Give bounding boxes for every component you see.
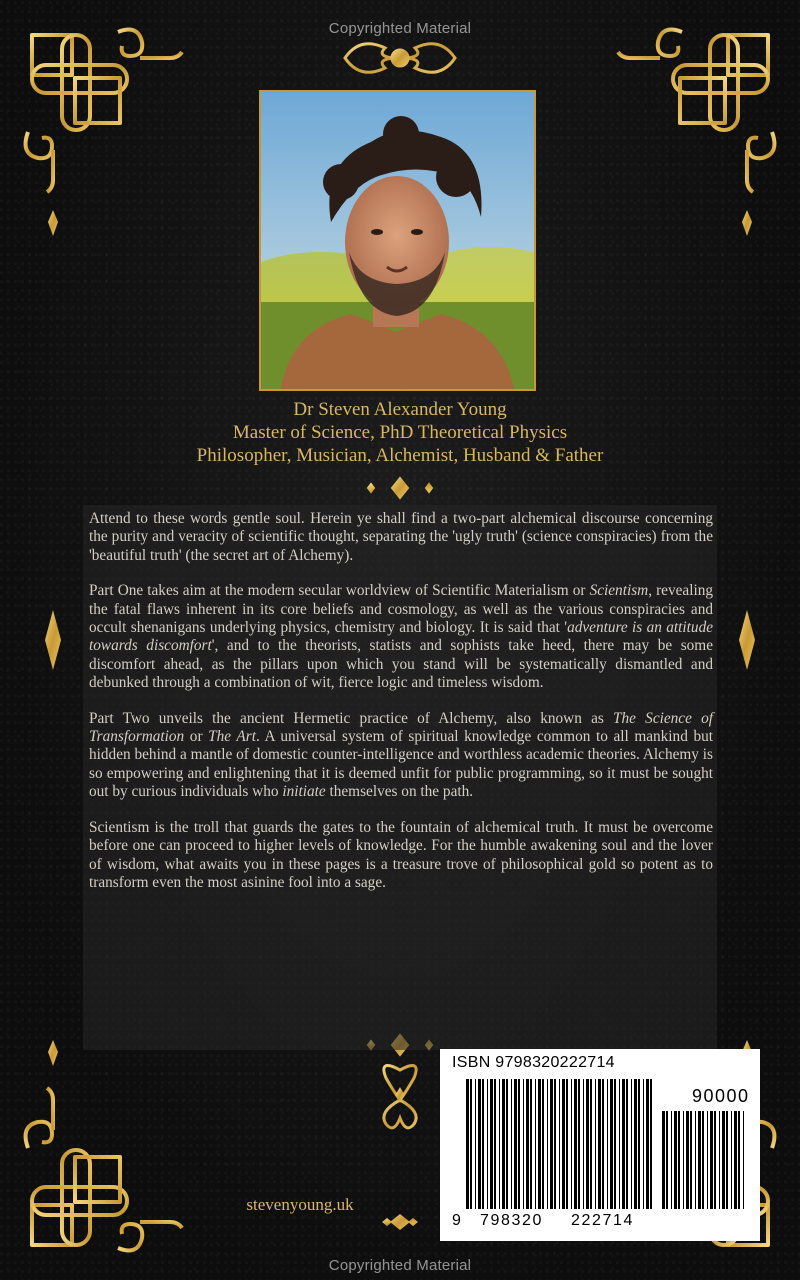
barcode-bar — [650, 1079, 652, 1209]
barcode-bar — [714, 1111, 716, 1209]
barcode-bar — [666, 1111, 668, 1209]
barcode-bar — [547, 1079, 548, 1209]
blurb-paragraph-1: Attend to these words gentle soul. Herein ye shall find a two-part alchemical discourse concerning the purity and veracity of scientific thought, separating the 'ugly truth' (science conspiracies) from the 'beautiful truth' (the secret art of Alchemy). — [89, 510, 713, 564]
barcode-bar — [607, 1079, 608, 1209]
corner-knot-top-left — [26, 30, 182, 192]
barcode-bar — [590, 1079, 592, 1209]
barcode-bar — [499, 1079, 500, 1209]
barcode-bar — [482, 1079, 484, 1209]
barcode-bar — [574, 1079, 577, 1209]
barcode-bar — [646, 1079, 649, 1209]
barcode-bar — [671, 1111, 672, 1209]
barcode-bar — [506, 1079, 508, 1209]
author-credits — [0, 398, 800, 467]
barcode-digits-right: 222714 — [571, 1212, 634, 1229]
barcode-bar — [511, 1079, 512, 1209]
barcode-bar — [690, 1111, 692, 1209]
barcode-bar — [662, 1111, 665, 1209]
bottom-center-ornament — [382, 1214, 418, 1230]
author-name: Dr Steven Alexander Young — [293, 399, 507, 420]
barcode-bar — [719, 1111, 720, 1209]
barcode-bar — [542, 1079, 544, 1209]
side-diamond-left — [38, 610, 68, 670]
barcode-bar — [695, 1111, 696, 1209]
barcode-bar — [619, 1079, 620, 1209]
barcode-bar — [487, 1079, 488, 1209]
barcode-digit-lead: 9 — [452, 1212, 463, 1229]
barcode-bar — [634, 1079, 637, 1209]
barcode-bar — [475, 1079, 476, 1209]
barcode-bar — [466, 1079, 469, 1209]
barcode-bar — [638, 1079, 640, 1209]
barcode-bar — [526, 1079, 529, 1209]
copyright-watermark-bottom: Copyrighted Material — [328, 1257, 472, 1274]
barcode-bar — [595, 1079, 596, 1209]
barcode-bar — [502, 1079, 505, 1209]
barcode-bar — [626, 1079, 628, 1209]
barcode-bar — [586, 1079, 589, 1209]
author-credentials: Master of Science, PhD Theoretical Physics — [232, 422, 568, 443]
barcode-bar — [674, 1111, 677, 1209]
corner-knot-top-right — [618, 30, 774, 192]
barcode-bar — [683, 1111, 684, 1209]
blurb-paragraph-2: Part One takes aim at the modern secular worldview of Scientific Materialism or Scientism, revealing the fatal flaws inherent in its core beliefs and cosmology, as well as the various conspiracies and occult shenanigans underlying physics, chemistry and biology. It is said that 'adventure is an attitude towards discomfort', and to the theorists, statists and sophists take heed, there may be some discomfort ahead, as the pillars upon which you stand will be systematically dismantled and debunked through a combination of wit, fierce logic and timeless wisdom. — [89, 582, 714, 692]
barcode-bar — [631, 1079, 632, 1209]
barcode-bar — [678, 1111, 680, 1209]
barcode-bar — [707, 1111, 708, 1209]
barcode-bar — [559, 1079, 560, 1209]
price-code: 90000 — [692, 1086, 750, 1106]
barcode-bar — [614, 1079, 616, 1209]
barcode-bar — [530, 1079, 532, 1209]
copyright-watermark-top: Copyrighted Material — [328, 20, 472, 37]
barcode-bar — [643, 1079, 644, 1209]
barcode-bar — [738, 1111, 740, 1209]
side-diamond-right — [732, 610, 762, 670]
barcode-bar — [490, 1079, 493, 1209]
barcode-bar — [731, 1111, 732, 1209]
barcode-bar — [554, 1079, 556, 1209]
barcode-bar — [743, 1111, 744, 1209]
barcode-bar — [686, 1111, 689, 1209]
barcode-bar — [726, 1111, 728, 1209]
barcode-bar — [734, 1111, 737, 1209]
barcode-bar — [602, 1079, 604, 1209]
isbn-barcode-box — [440, 1049, 760, 1241]
barcode-bar — [610, 1079, 613, 1209]
author-photo — [259, 90, 536, 391]
divider-top — [85, 478, 715, 498]
corner-knot-bottom-left — [26, 1088, 182, 1250]
blurb-text — [89, 510, 713, 909]
barcode-bar — [538, 1079, 541, 1209]
barcode-bar — [494, 1079, 496, 1209]
barcode-bar — [571, 1079, 572, 1209]
barcode-bar — [535, 1079, 536, 1209]
barcode-bar — [470, 1079, 472, 1209]
barcode-bar — [550, 1079, 553, 1209]
blurb-paragraph-4: Scientism is the troll that guards the gates to the fountain of alchemical truth. It must be overcome before one can proceed to higher levels of knowledge. For the humble awakening soul and the lover of wisdom, what awaits you in these pages is a treasure trove of philosophical gold so potent as to transform even the most asinine fool into a sage. — [89, 818, 713, 891]
blurb-paragraph-3: Part Two unveils the ancient Hermetic practice of Alchemy, also known as The Science of Transformation or The Art. A universal system of spiritual knowledge common to all mankind but hidden behind a mantle of domestic counter-intelligence and worthless academic theories. Alchemy is so empowering and enlightening that it is deemed unfit for public programming, so it must be sought out by curious individuals who initiate themselves on the path. — [89, 709, 713, 801]
barcode-bar — [566, 1079, 568, 1209]
infinity-emblem — [384, 1066, 416, 1128]
barcode-bar — [710, 1111, 713, 1209]
author-website: stevenyoung.uk — [246, 1195, 354, 1214]
barcode-bar — [702, 1111, 704, 1209]
barcode-bar — [722, 1111, 725, 1209]
barcode-digits-left: 798320 — [480, 1212, 543, 1229]
barcode-bar — [514, 1079, 517, 1209]
isbn-label: ISBN 9798320222714 — [452, 1054, 615, 1071]
barcode-bar — [518, 1079, 520, 1209]
author-portrait-icon — [261, 92, 534, 389]
barcode-bar — [523, 1079, 524, 1209]
barcode-bar — [622, 1079, 625, 1209]
barcode-bar — [478, 1079, 481, 1209]
barcode-bar — [583, 1079, 584, 1209]
author-roles: Philosopher, Musician, Alchemist, Husband & Father — [196, 445, 604, 466]
top-filigree-ornament — [345, 28, 455, 88]
barcode-bar — [562, 1079, 565, 1209]
barcode-bar — [598, 1079, 601, 1209]
barcode-bar — [578, 1079, 580, 1209]
barcode-bar — [698, 1111, 701, 1209]
